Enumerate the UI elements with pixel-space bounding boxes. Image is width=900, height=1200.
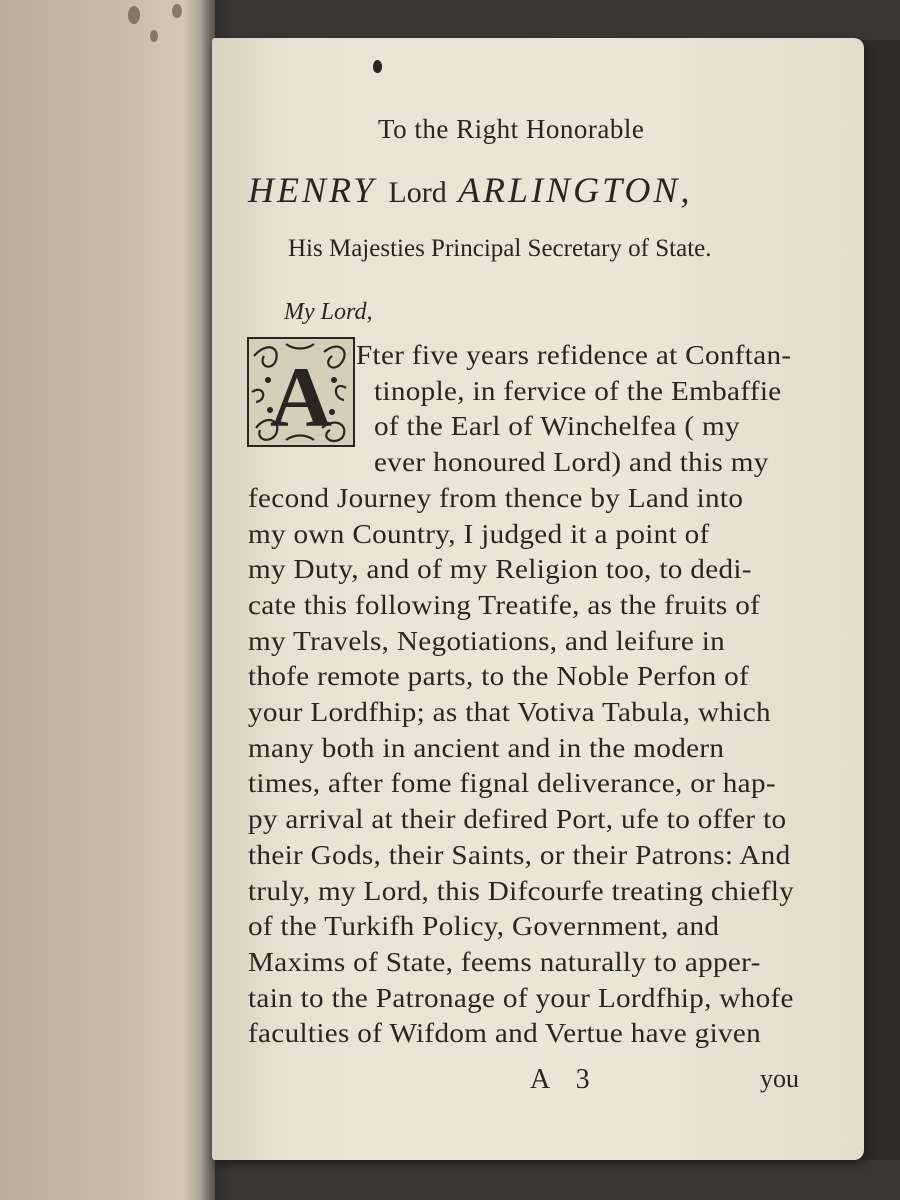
text-line: tain to the Patronage of your Lordfhip, whofe [248,983,794,1013]
ornamental-initial-icon [246,336,356,448]
facing-page [0,0,215,1200]
dedicatee-name [248,172,692,208]
text-line: fecond Journey from thence by Land into [248,483,744,513]
salutation: My Lord, [284,299,373,325]
name-first: HENRY [248,170,377,210]
text-line: of the Earl of Winchelfea ( my [374,411,740,441]
text-line: their Gods, their Saints, or their Patrons: And [248,840,791,870]
text-line: truly, my Lord, this Difcourfe treating chiefly [248,876,795,906]
ink-smudge [150,30,158,42]
text-line: times, after fome fignal deliverance, or hap- [248,768,776,798]
signature-mark: A 3 [530,1064,600,1095]
text-line: Fter five years refidence at Conftan- [356,340,792,370]
drop-cap-letter: A [269,349,333,445]
ink-smudge [172,4,182,18]
background-edge [862,40,900,1160]
name-title: Lord [388,176,447,209]
text-line: cate this following Treatife, as the fruits of [248,590,761,620]
ink-spot [373,60,382,73]
text-line: ever honoured Lord) and this my [374,447,769,477]
text-line: my own Country, I judged it a point of [248,519,710,549]
text-line: Maxims of State, feems naturally to apper- [248,947,761,977]
text-line: of the Turkifh Policy, Government, and [248,911,720,941]
catchword: you [760,1064,799,1093]
text-line: many both in ancient and in the modern [248,733,725,763]
text-line: your Lordfhip; as that Votiva Tabula, which [248,697,771,727]
dedicatee-office: His Majesties Principal Secretary of State. [288,235,712,262]
text-line: py arrival at their defired Port, ufe to offer to [248,804,787,834]
text-line: my Duty, and of my Religion too, to dedi- [248,554,752,584]
dedication-line: To the Right Honorable [378,114,645,144]
text-line: my Travels, Negotiations, and leifure in [248,626,726,656]
text-line: thofe remote parts, to the Noble Perfon of [248,661,750,691]
name-last: ARLINGTON, [458,170,693,210]
text-line: tinople, in fervice of the Embaffie [374,376,782,406]
text-line: faculties of Wifdom and Vertue have given [248,1018,762,1048]
ink-smudge [128,6,140,24]
